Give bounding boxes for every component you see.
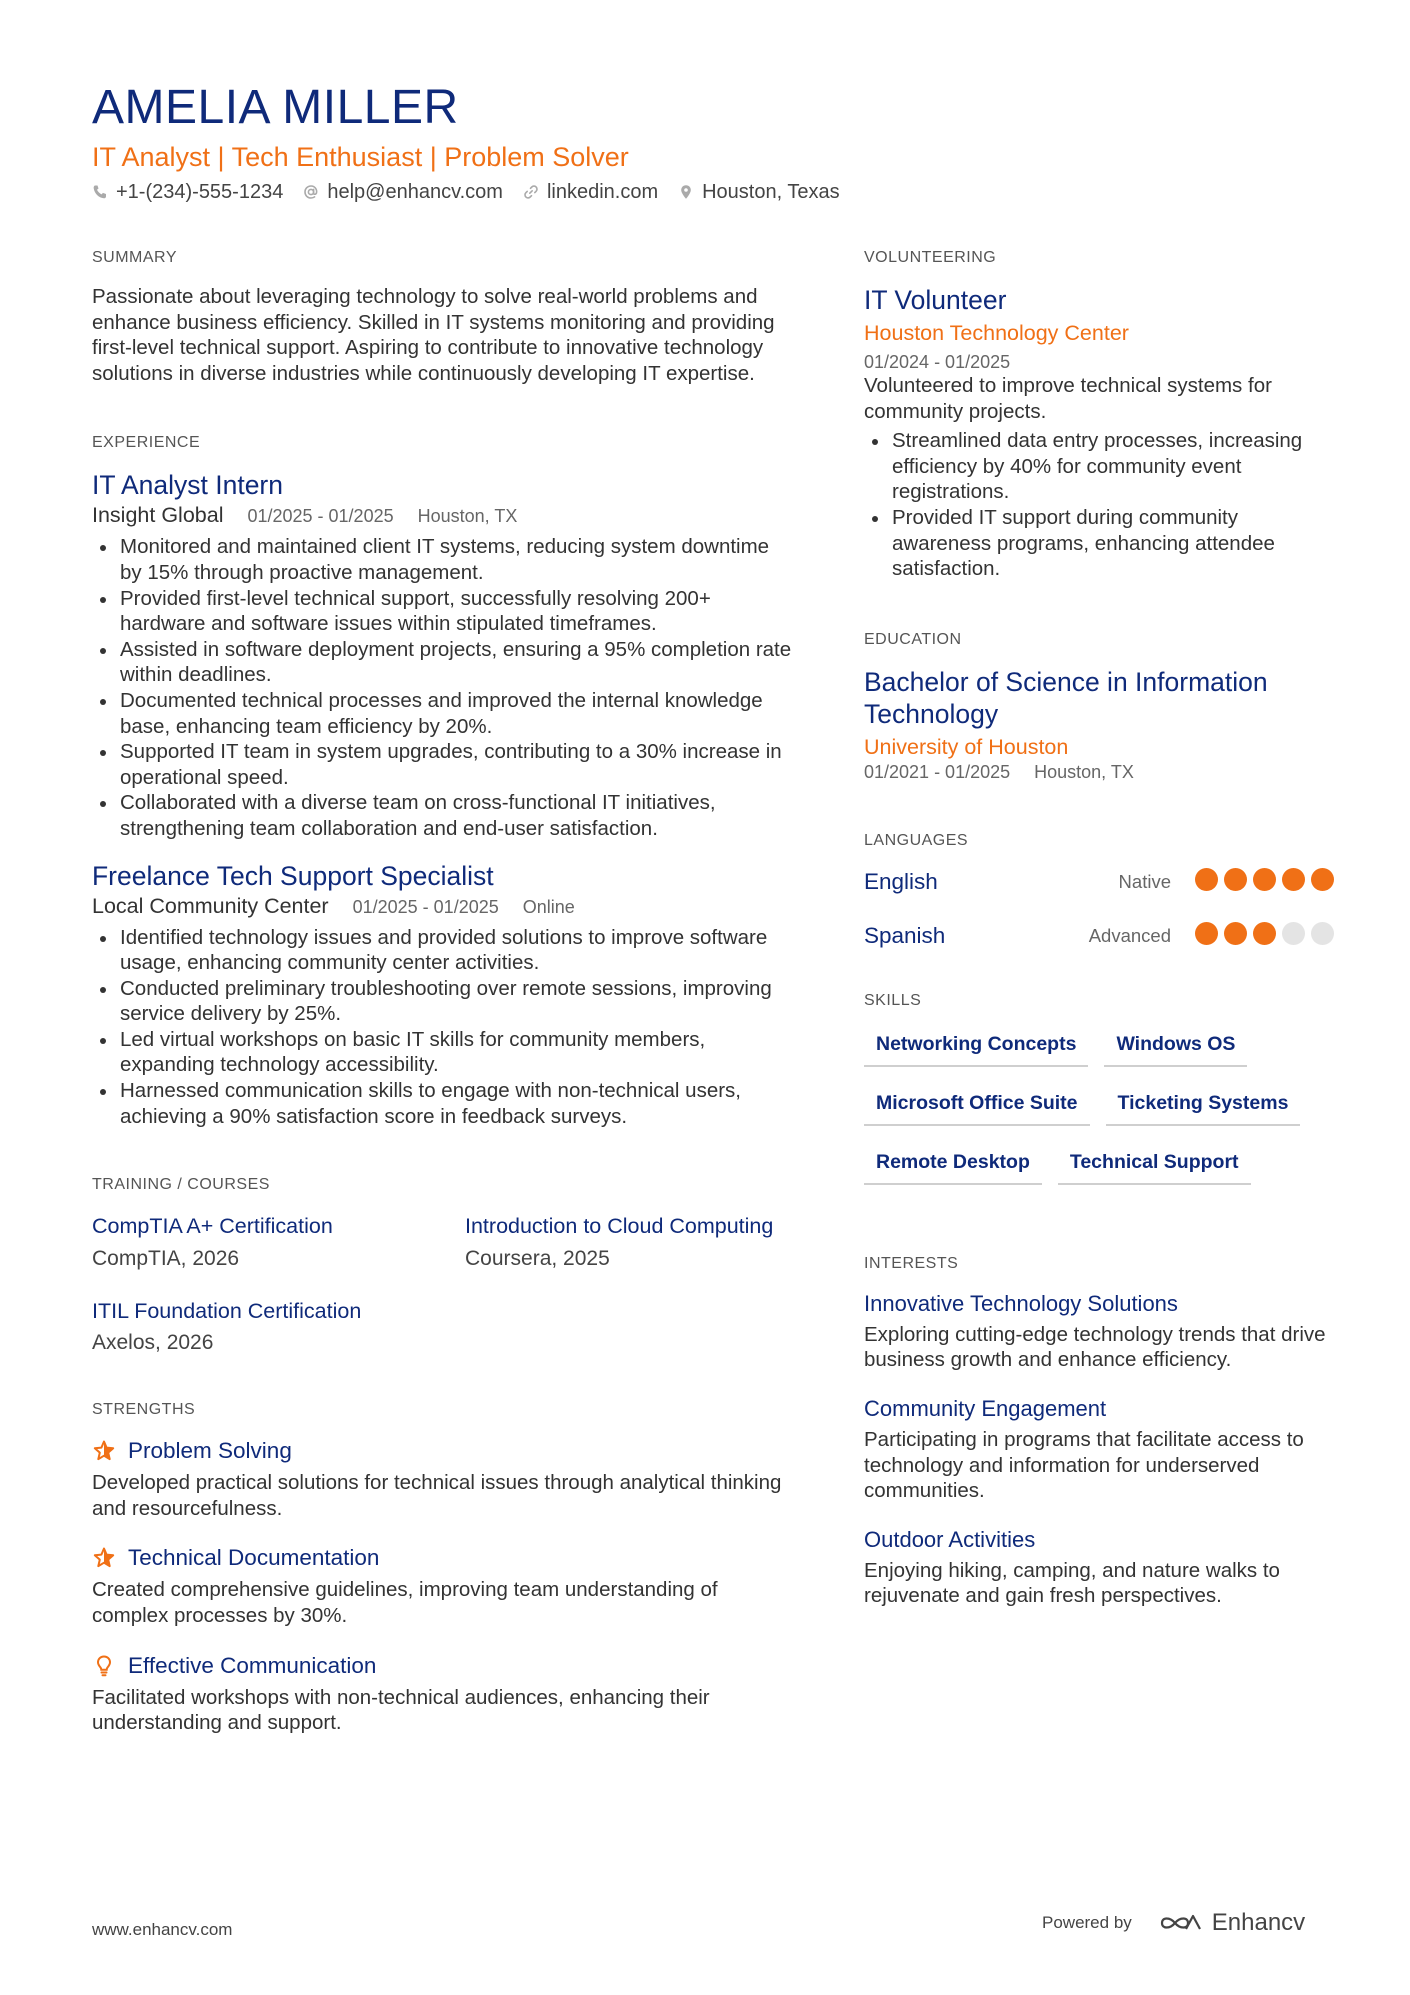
location-text: Houston, Texas — [702, 181, 840, 203]
interest-item — [864, 1395, 1334, 1504]
course-title: ITIL Foundation Certification — [92, 1298, 362, 1323]
volunteer-role: IT Volunteer — [864, 285, 1007, 315]
course-title: CompTIA A+ Certification — [92, 1214, 333, 1239]
training-heading: TRAINING / COURSES — [92, 1176, 270, 1194]
language-name: Spanish — [864, 922, 946, 948]
course-title: Introduction to Cloud Computing — [465, 1214, 774, 1239]
course-item — [92, 1298, 465, 1357]
left-column — [92, 248, 792, 1736]
candidate-tagline: IT Analyst | Tech Enthusiast | Problem Solver — [92, 142, 629, 172]
phone-icon — [92, 184, 108, 200]
phone-text: +1-(234)-555-1234 — [116, 181, 284, 203]
rating-dots — [1189, 922, 1334, 950]
strength-header — [92, 1651, 792, 1681]
bullet-item: Provided IT support during community awareness programs, enhancing attendee satisfaction. — [864, 505, 1334, 582]
contact-linkedin[interactable] — [523, 179, 658, 205]
education-location: Houston, TX — [1034, 761, 1134, 782]
rating-dot-filled — [1224, 922, 1247, 945]
job-dates: 01/2025 - 01/2025 — [247, 506, 394, 527]
language-name: English — [864, 868, 938, 894]
skill-tag: Remote Desktop — [864, 1149, 1042, 1185]
strengths-section — [92, 1400, 792, 1736]
footer-branding — [1042, 1909, 1305, 1937]
skill-list — [864, 1031, 1334, 1208]
job-company: Insight Global — [92, 503, 224, 528]
rating-dot-filled — [1195, 922, 1218, 945]
brand-logo[interactable] — [1158, 1909, 1305, 1937]
linkedin-text[interactable]: linkedin.com — [546, 181, 659, 203]
candidate-name: AMELIA MILLER — [92, 81, 459, 134]
job-company: Local Community Center — [92, 893, 329, 918]
bullet-item: Documented technical processes and improved the internal knowledge base, enhancing team efficiency by 20%. — [92, 688, 792, 739]
bullet-item: Identified technology issues and provided solutions to improve software usage, enhancing community center activities. — [92, 925, 792, 976]
strength-title: Problem Solving — [128, 1438, 292, 1464]
lightbulb-icon — [92, 1654, 116, 1678]
strength-header — [92, 1436, 792, 1466]
volunteering-section — [864, 248, 1334, 582]
experience-section — [92, 433, 792, 1129]
strengths-heading: STRENGTHS — [92, 1401, 196, 1419]
job-meta — [92, 503, 792, 528]
course-provider: Coursera, 2025 — [465, 1246, 610, 1270]
strength-item — [92, 1651, 792, 1736]
job-meta — [92, 894, 792, 919]
skill-tag: Microsoft Office Suite — [864, 1090, 1090, 1126]
volunteer-dates: 01/2024 - 01/2025 — [864, 352, 1011, 372]
interest-item — [864, 1526, 1334, 1609]
strength-item — [92, 1436, 792, 1521]
skill-tag: Windows OS — [1104, 1031, 1247, 1067]
contact-email[interactable] — [303, 179, 503, 205]
training-section — [92, 1175, 792, 1356]
strength-text: Developed practical solutions for technical issues through analytical thinking and resourcefulness. — [92, 1471, 782, 1520]
rating-dot-empty — [1311, 922, 1334, 945]
rating-dot-filled — [1282, 868, 1305, 891]
job-bullets — [92, 925, 792, 1130]
language-level: Native — [1118, 870, 1171, 892]
interest-text: Participating in programs that facilitate access to technology and information for underserved communities. — [864, 1427, 1304, 1503]
language-proficiency — [1089, 922, 1334, 950]
contact-phone — [92, 179, 283, 205]
at-sign-icon — [303, 184, 319, 200]
experience-heading: EXPERIENCE — [92, 434, 201, 452]
job-location: Online — [522, 896, 575, 917]
interest-title: Innovative Technology Solutions — [864, 1290, 1178, 1316]
language-row — [864, 921, 1334, 951]
bullet-item: Collaborated with a diverse team on cross-functional IT initiatives, strengthening team collaboration and end-user satisfaction. — [92, 790, 792, 841]
course-provider: CompTIA, 2026 — [92, 1246, 240, 1270]
course-provider: Axelos, 2026 — [92, 1331, 214, 1355]
bullet-item: Streamlined data entry processes, increasing efficiency by 40% for community event registrations. — [864, 428, 1334, 505]
job-location: Houston, TX — [417, 506, 518, 527]
summary-heading: SUMMARY — [92, 249, 177, 266]
bullet-item: Monitored and maintained client IT systems, reducing system downtime by 15% through proactive management. — [92, 534, 792, 585]
course-list — [92, 1213, 792, 1356]
link-icon — [523, 184, 539, 200]
course-item — [465, 1213, 792, 1272]
course-item — [92, 1213, 465, 1272]
job-title: IT Analyst Intern — [92, 470, 283, 501]
brand-name: Enhancv — [1211, 1909, 1306, 1936]
interest-item — [864, 1290, 1334, 1373]
language-row — [864, 867, 1334, 897]
bullet-item: Supported IT team in system upgrades, contributing to a 30% increase in operational speed. — [92, 739, 792, 790]
education-dates: 01/2021 - 01/2025 — [864, 761, 1011, 782]
school-name: University of Houston — [864, 734, 1069, 759]
rating-dot-filled — [1253, 868, 1276, 891]
job-bullets — [92, 534, 792, 841]
strength-item — [92, 1543, 792, 1628]
summary-text: Passionate about leveraging technology to solve real-world problems and enhance business efficiency. Skilled in IT systems monitoring and providing first-level technical support. Aspiring to contribute to innovative technology solutions in diverse industries while continuously developing IT expertise. — [92, 285, 775, 385]
languages-section — [864, 831, 1334, 951]
contact-location — [678, 179, 840, 205]
education-meta — [864, 762, 1334, 783]
skill-tag: Ticketing Systems — [1106, 1090, 1301, 1126]
volunteer-description: Volunteered to improve technical systems for community projects. — [864, 374, 1272, 423]
education-heading: EDUCATION — [864, 630, 962, 648]
skills-section — [864, 991, 1334, 1208]
email-text[interactable]: help@enhancv.com — [327, 181, 503, 203]
star-icon — [92, 1439, 116, 1463]
skill-tag: Networking Concepts — [864, 1031, 1088, 1067]
bullet-item: Led virtual workshops on basic IT skills for community members, expanding technology accessibility. — [92, 1027, 792, 1078]
rating-dot-filled — [1224, 868, 1247, 891]
strength-text: Created comprehensive guidelines, improving team understanding of complex processes by 30%. — [92, 1578, 718, 1628]
location-pin-icon — [678, 184, 694, 200]
strength-header — [92, 1543, 792, 1573]
strength-text: Facilitated workshops with non-technical audiences, enhancing their understanding and support. — [92, 1685, 710, 1735]
education-section — [864, 630, 1334, 783]
language-level: Advanced — [1088, 924, 1171, 946]
job-entry — [92, 860, 792, 1130]
rating-dot-filled — [1195, 868, 1218, 891]
bullet-item: Harnessed communication skills to engage with non-technical users, achieving a 90% satisfaction score in feedback surveys. — [92, 1078, 792, 1129]
powered-by-label: Powered by — [1042, 1913, 1132, 1932]
language-proficiency — [1119, 868, 1334, 896]
degree-title: Bachelor of Science in Information Technology — [864, 666, 1268, 729]
strength-title: Technical Documentation — [128, 1545, 380, 1571]
enhancv-logo-icon — [1158, 1910, 1204, 1936]
skill-tag: Technical Support — [1058, 1149, 1251, 1185]
contact-bar — [92, 179, 860, 205]
languages-heading: LANGUAGES — [864, 831, 969, 849]
interests-heading: INTERESTS — [864, 1254, 959, 1272]
volunteering-heading: VOLUNTEERING — [864, 249, 997, 266]
skills-heading: SKILLS — [864, 991, 922, 1009]
interest-text: Exploring cutting-edge technology trends that drive business growth and enhance efficiency. — [864, 1322, 1326, 1372]
interest-title: Outdoor Activities — [864, 1526, 1036, 1552]
footer-website[interactable]: www.enhancv.com — [92, 1920, 233, 1939]
interest-title: Community Engagement — [864, 1395, 1107, 1421]
bullet-item: Conducted preliminary troubleshooting over remote sessions, improving service delivery by 25%. — [92, 976, 792, 1027]
job-title: Freelance Tech Support Specialist — [92, 860, 494, 891]
interest-text: Enjoying hiking, camping, and nature walks to rejuvenate and gain fresh perspectives. — [864, 1558, 1280, 1608]
interests-section — [864, 1254, 1334, 1609]
job-entry — [92, 469, 792, 841]
summary-section — [92, 248, 792, 386]
strength-title: Effective Communication — [128, 1652, 377, 1678]
rating-dots — [1189, 868, 1334, 896]
bullet-item: Assisted in software deployment projects, ensuring a 95% completion rate within deadlines. — [92, 637, 792, 688]
bullet-item: Provided first-level technical support, successfully resolving 200+ hardware and software issues within stipulated timeframes. — [92, 586, 792, 637]
job-dates: 01/2025 - 01/2025 — [352, 896, 499, 917]
star-icon — [92, 1546, 116, 1570]
rating-dot-filled — [1253, 922, 1276, 945]
volunteer-organization: Houston Technology Center — [864, 321, 1129, 345]
right-column — [864, 248, 1334, 1609]
rating-dot-filled — [1311, 868, 1334, 891]
rating-dot-empty — [1282, 922, 1305, 945]
volunteer-bullets — [864, 428, 1334, 582]
